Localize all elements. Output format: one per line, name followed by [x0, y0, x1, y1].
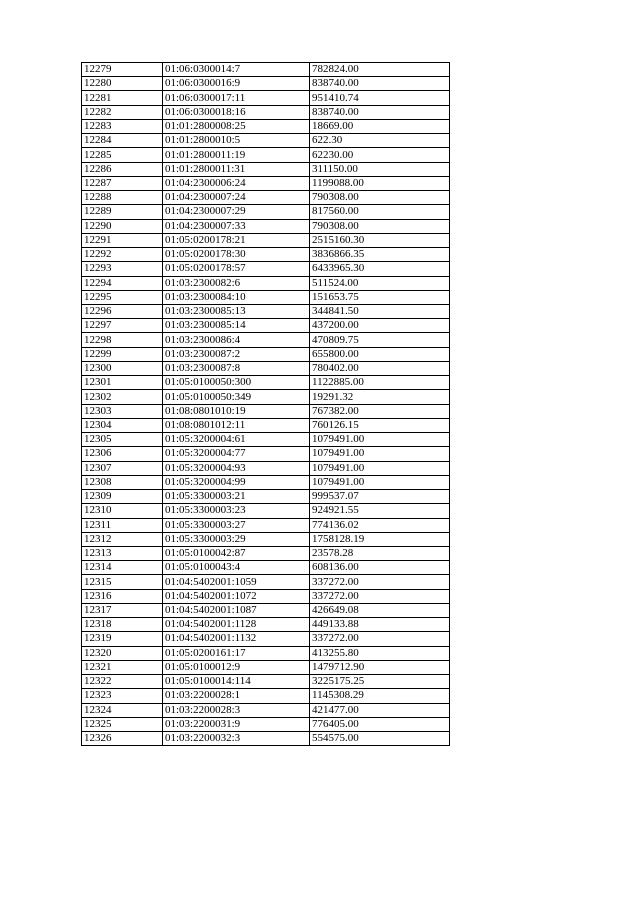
row-number-cell: 12317 [82, 603, 163, 617]
row-number-cell: 12304 [82, 418, 163, 432]
table-row [82, 433, 450, 447]
table-body [82, 63, 450, 746]
value-cell: 1479712.90 [310, 660, 450, 674]
table-row [82, 290, 450, 304]
value-cell: 311150.00 [310, 162, 450, 176]
value-cell: 838740.00 [310, 77, 450, 91]
row-number-cell: 12298 [82, 333, 163, 347]
row-number-cell: 12314 [82, 561, 163, 575]
value-cell: 924921.55 [310, 504, 450, 518]
value-cell: 790308.00 [310, 191, 450, 205]
cadastral-number-cell: 01:05:3300003:23 [163, 504, 310, 518]
cadastral-number-cell: 01:05:0100042:87 [163, 546, 310, 560]
table-row [82, 319, 450, 333]
row-number-cell: 12292 [82, 248, 163, 262]
table-row [82, 134, 450, 148]
row-number-cell: 12301 [82, 376, 163, 390]
value-cell: 1079491.00 [310, 447, 450, 461]
row-number-cell: 12282 [82, 105, 163, 119]
value-cell: 1199088.00 [310, 176, 450, 190]
table-row [82, 205, 450, 219]
value-cell: 23578.28 [310, 546, 450, 560]
row-number-cell: 12296 [82, 304, 163, 318]
table-row [82, 418, 450, 432]
table-row [82, 347, 450, 361]
table-row [82, 504, 450, 518]
table-row [82, 304, 450, 318]
table-row [82, 475, 450, 489]
row-number-cell: 12300 [82, 361, 163, 375]
value-cell: 437200.00 [310, 319, 450, 333]
row-number-cell: 12325 [82, 717, 163, 731]
table-row [82, 333, 450, 347]
table-row [82, 361, 450, 375]
table-row [82, 703, 450, 717]
table-row [82, 518, 450, 532]
cadastral-number-cell: 01:04:2300007:33 [163, 219, 310, 233]
row-number-cell: 12295 [82, 290, 163, 304]
cadastral-number-cell: 01:05:0100050:349 [163, 390, 310, 404]
row-number-cell: 12291 [82, 233, 163, 247]
row-number-cell: 12290 [82, 219, 163, 233]
table-row [82, 532, 450, 546]
table-row [82, 162, 450, 176]
row-number-cell: 12308 [82, 475, 163, 489]
table-row [82, 262, 450, 276]
value-cell: 3225175.25 [310, 675, 450, 689]
table-row [82, 575, 450, 589]
cadastral-number-cell: 01:03:2300087:8 [163, 361, 310, 375]
cadastral-number-cell: 01:03:2200028:3 [163, 703, 310, 717]
cadastral-number-cell: 01:05:0200178:57 [163, 262, 310, 276]
value-cell: 1079491.00 [310, 461, 450, 475]
cadastral-number-cell: 01:08:0801012:11 [163, 418, 310, 432]
table-row [82, 675, 450, 689]
cadastral-number-cell: 01:05:3200004:61 [163, 433, 310, 447]
value-cell: 449133.88 [310, 618, 450, 632]
row-number-cell: 12286 [82, 162, 163, 176]
table-row [82, 717, 450, 731]
row-number-cell: 12324 [82, 703, 163, 717]
row-number-cell: 12283 [82, 119, 163, 133]
value-cell: 337272.00 [310, 632, 450, 646]
row-number-cell: 12302 [82, 390, 163, 404]
cadastral-number-cell: 01:03:2300085:14 [163, 319, 310, 333]
table-row [82, 618, 450, 632]
table-row [82, 561, 450, 575]
row-number-cell: 12311 [82, 518, 163, 532]
value-cell: 6433965.30 [310, 262, 450, 276]
cadastral-number-cell: 01:03:2300086:4 [163, 333, 310, 347]
cadastral-number-cell: 01:08:0801010:19 [163, 404, 310, 418]
value-cell: 337272.00 [310, 575, 450, 589]
row-number-cell: 12322 [82, 675, 163, 689]
row-number-cell: 12289 [82, 205, 163, 219]
table-row [82, 546, 450, 560]
row-number-cell: 12279 [82, 63, 163, 77]
cadastral-number-cell: 01:05:0200161:17 [163, 646, 310, 660]
value-cell: 511524.00 [310, 276, 450, 290]
value-cell: 622.30 [310, 134, 450, 148]
cadastral-number-cell: 01:01:2800011:19 [163, 148, 310, 162]
table-row [82, 119, 450, 133]
cadastral-number-cell: 01:05:0100043:4 [163, 561, 310, 575]
cadastral-number-cell: 01:06:0300018:16 [163, 105, 310, 119]
table-row [82, 105, 450, 119]
value-cell: 1145308.29 [310, 689, 450, 703]
row-number-cell: 12284 [82, 134, 163, 148]
table-row [82, 732, 450, 746]
cadastral-number-cell: 01:03:2300084:10 [163, 290, 310, 304]
row-number-cell: 12299 [82, 347, 163, 361]
cadastral-number-cell: 01:04:5402001:1128 [163, 618, 310, 632]
table-row [82, 447, 450, 461]
value-cell: 62230.00 [310, 148, 450, 162]
row-number-cell: 12310 [82, 504, 163, 518]
cadastral-number-cell: 01:05:3300003:27 [163, 518, 310, 532]
table-row [82, 603, 450, 617]
value-cell: 782824.00 [310, 63, 450, 77]
value-cell: 554575.00 [310, 732, 450, 746]
cadastral-number-cell: 01:03:2300087:2 [163, 347, 310, 361]
table-row [82, 63, 450, 77]
cadastral-number-cell: 01:04:5402001:1059 [163, 575, 310, 589]
data-table [81, 62, 450, 746]
row-number-cell: 12287 [82, 176, 163, 190]
row-number-cell: 12280 [82, 77, 163, 91]
table-row [82, 390, 450, 404]
cadastral-number-cell: 01:06:0300017:11 [163, 91, 310, 105]
cadastral-number-cell: 01:06:0300016:9 [163, 77, 310, 91]
cadastral-number-cell: 01:05:3200004:99 [163, 475, 310, 489]
row-number-cell: 12281 [82, 91, 163, 105]
cadastral-number-cell: 01:05:3300003:29 [163, 532, 310, 546]
table-row [82, 461, 450, 475]
row-number-cell: 12318 [82, 618, 163, 632]
row-number-cell: 12316 [82, 589, 163, 603]
row-number-cell: 12294 [82, 276, 163, 290]
value-cell: 344841.50 [310, 304, 450, 318]
row-number-cell: 12320 [82, 646, 163, 660]
table-row [82, 646, 450, 660]
cadastral-number-cell: 01:04:2300007:24 [163, 191, 310, 205]
table-row [82, 632, 450, 646]
value-cell: 951410.74 [310, 91, 450, 105]
cadastral-number-cell: 01:03:2200028:1 [163, 689, 310, 703]
cadastral-number-cell: 01:04:2300007:29 [163, 205, 310, 219]
cadastral-number-cell: 01:03:2200032:3 [163, 732, 310, 746]
value-cell: 774136.02 [310, 518, 450, 532]
row-number-cell: 12321 [82, 660, 163, 674]
value-cell: 413255.80 [310, 646, 450, 660]
table-row [82, 490, 450, 504]
value-cell: 1758128.19 [310, 532, 450, 546]
cadastral-number-cell: 01:03:2300085:13 [163, 304, 310, 318]
value-cell: 1079491.00 [310, 433, 450, 447]
row-number-cell: 12323 [82, 689, 163, 703]
table-row [82, 77, 450, 91]
cadastral-number-cell: 01:04:5402001:1072 [163, 589, 310, 603]
table-row [82, 148, 450, 162]
value-cell: 426649.08 [310, 603, 450, 617]
cadastral-number-cell: 01:05:0100014:114 [163, 675, 310, 689]
row-number-cell: 12319 [82, 632, 163, 646]
table-row [82, 589, 450, 603]
cadastral-number-cell: 01:04:5402001:1087 [163, 603, 310, 617]
value-cell: 3836866.35 [310, 248, 450, 262]
value-cell: 470809.75 [310, 333, 450, 347]
value-cell: 817560.00 [310, 205, 450, 219]
value-cell: 790308.00 [310, 219, 450, 233]
table-row [82, 91, 450, 105]
row-number-cell: 12313 [82, 546, 163, 560]
table-row [82, 404, 450, 418]
value-cell: 838740.00 [310, 105, 450, 119]
cadastral-number-cell: 01:01:2800008:25 [163, 119, 310, 133]
row-number-cell: 12305 [82, 433, 163, 447]
value-cell: 608136.00 [310, 561, 450, 575]
row-number-cell: 12307 [82, 461, 163, 475]
cadastral-number-cell: 01:01:2800011:31 [163, 162, 310, 176]
row-number-cell: 12306 [82, 447, 163, 461]
cadastral-number-cell: 01:05:3200004:77 [163, 447, 310, 461]
table-row [82, 660, 450, 674]
table-row [82, 233, 450, 247]
table-row [82, 248, 450, 262]
row-number-cell: 12297 [82, 319, 163, 333]
cadastral-number-cell: 01:05:3300003:21 [163, 490, 310, 504]
value-cell: 760126.15 [310, 418, 450, 432]
row-number-cell: 12326 [82, 732, 163, 746]
cadastral-number-cell: 01:03:2200031:9 [163, 717, 310, 731]
table-row [82, 219, 450, 233]
value-cell: 655800.00 [310, 347, 450, 361]
table-row [82, 276, 450, 290]
cadastral-number-cell: 01:03:2300082:6 [163, 276, 310, 290]
row-number-cell: 12315 [82, 575, 163, 589]
cadastral-number-cell: 01:01:2800010:5 [163, 134, 310, 148]
row-number-cell: 12288 [82, 191, 163, 205]
value-cell: 999537.07 [310, 490, 450, 504]
table-row [82, 376, 450, 390]
value-cell: 421477.00 [310, 703, 450, 717]
value-cell: 776405.00 [310, 717, 450, 731]
cadastral-number-cell: 01:05:0100050:300 [163, 376, 310, 390]
value-cell: 18669.00 [310, 119, 450, 133]
cadastral-number-cell: 01:04:5402001:1132 [163, 632, 310, 646]
cadastral-number-cell: 01:05:0100012:9 [163, 660, 310, 674]
row-number-cell: 12285 [82, 148, 163, 162]
cadastral-number-cell: 01:05:0200178:30 [163, 248, 310, 262]
row-number-cell: 12312 [82, 532, 163, 546]
cadastral-number-cell: 01:04:2300006:24 [163, 176, 310, 190]
row-number-cell: 12303 [82, 404, 163, 418]
value-cell: 2515160.30 [310, 233, 450, 247]
value-cell: 337272.00 [310, 589, 450, 603]
table-row [82, 689, 450, 703]
value-cell: 1122885.00 [310, 376, 450, 390]
cadastral-number-cell: 01:05:0200178:21 [163, 233, 310, 247]
value-cell: 19291.32 [310, 390, 450, 404]
table-row [82, 176, 450, 190]
cadastral-number-cell: 01:05:3200004:93 [163, 461, 310, 475]
row-number-cell: 12293 [82, 262, 163, 276]
value-cell: 767382.00 [310, 404, 450, 418]
value-cell: 151653.75 [310, 290, 450, 304]
cadastral-number-cell: 01:06:0300014:7 [163, 63, 310, 77]
value-cell: 780402.00 [310, 361, 450, 375]
value-cell: 1079491.00 [310, 475, 450, 489]
table-row [82, 191, 450, 205]
row-number-cell: 12309 [82, 490, 163, 504]
